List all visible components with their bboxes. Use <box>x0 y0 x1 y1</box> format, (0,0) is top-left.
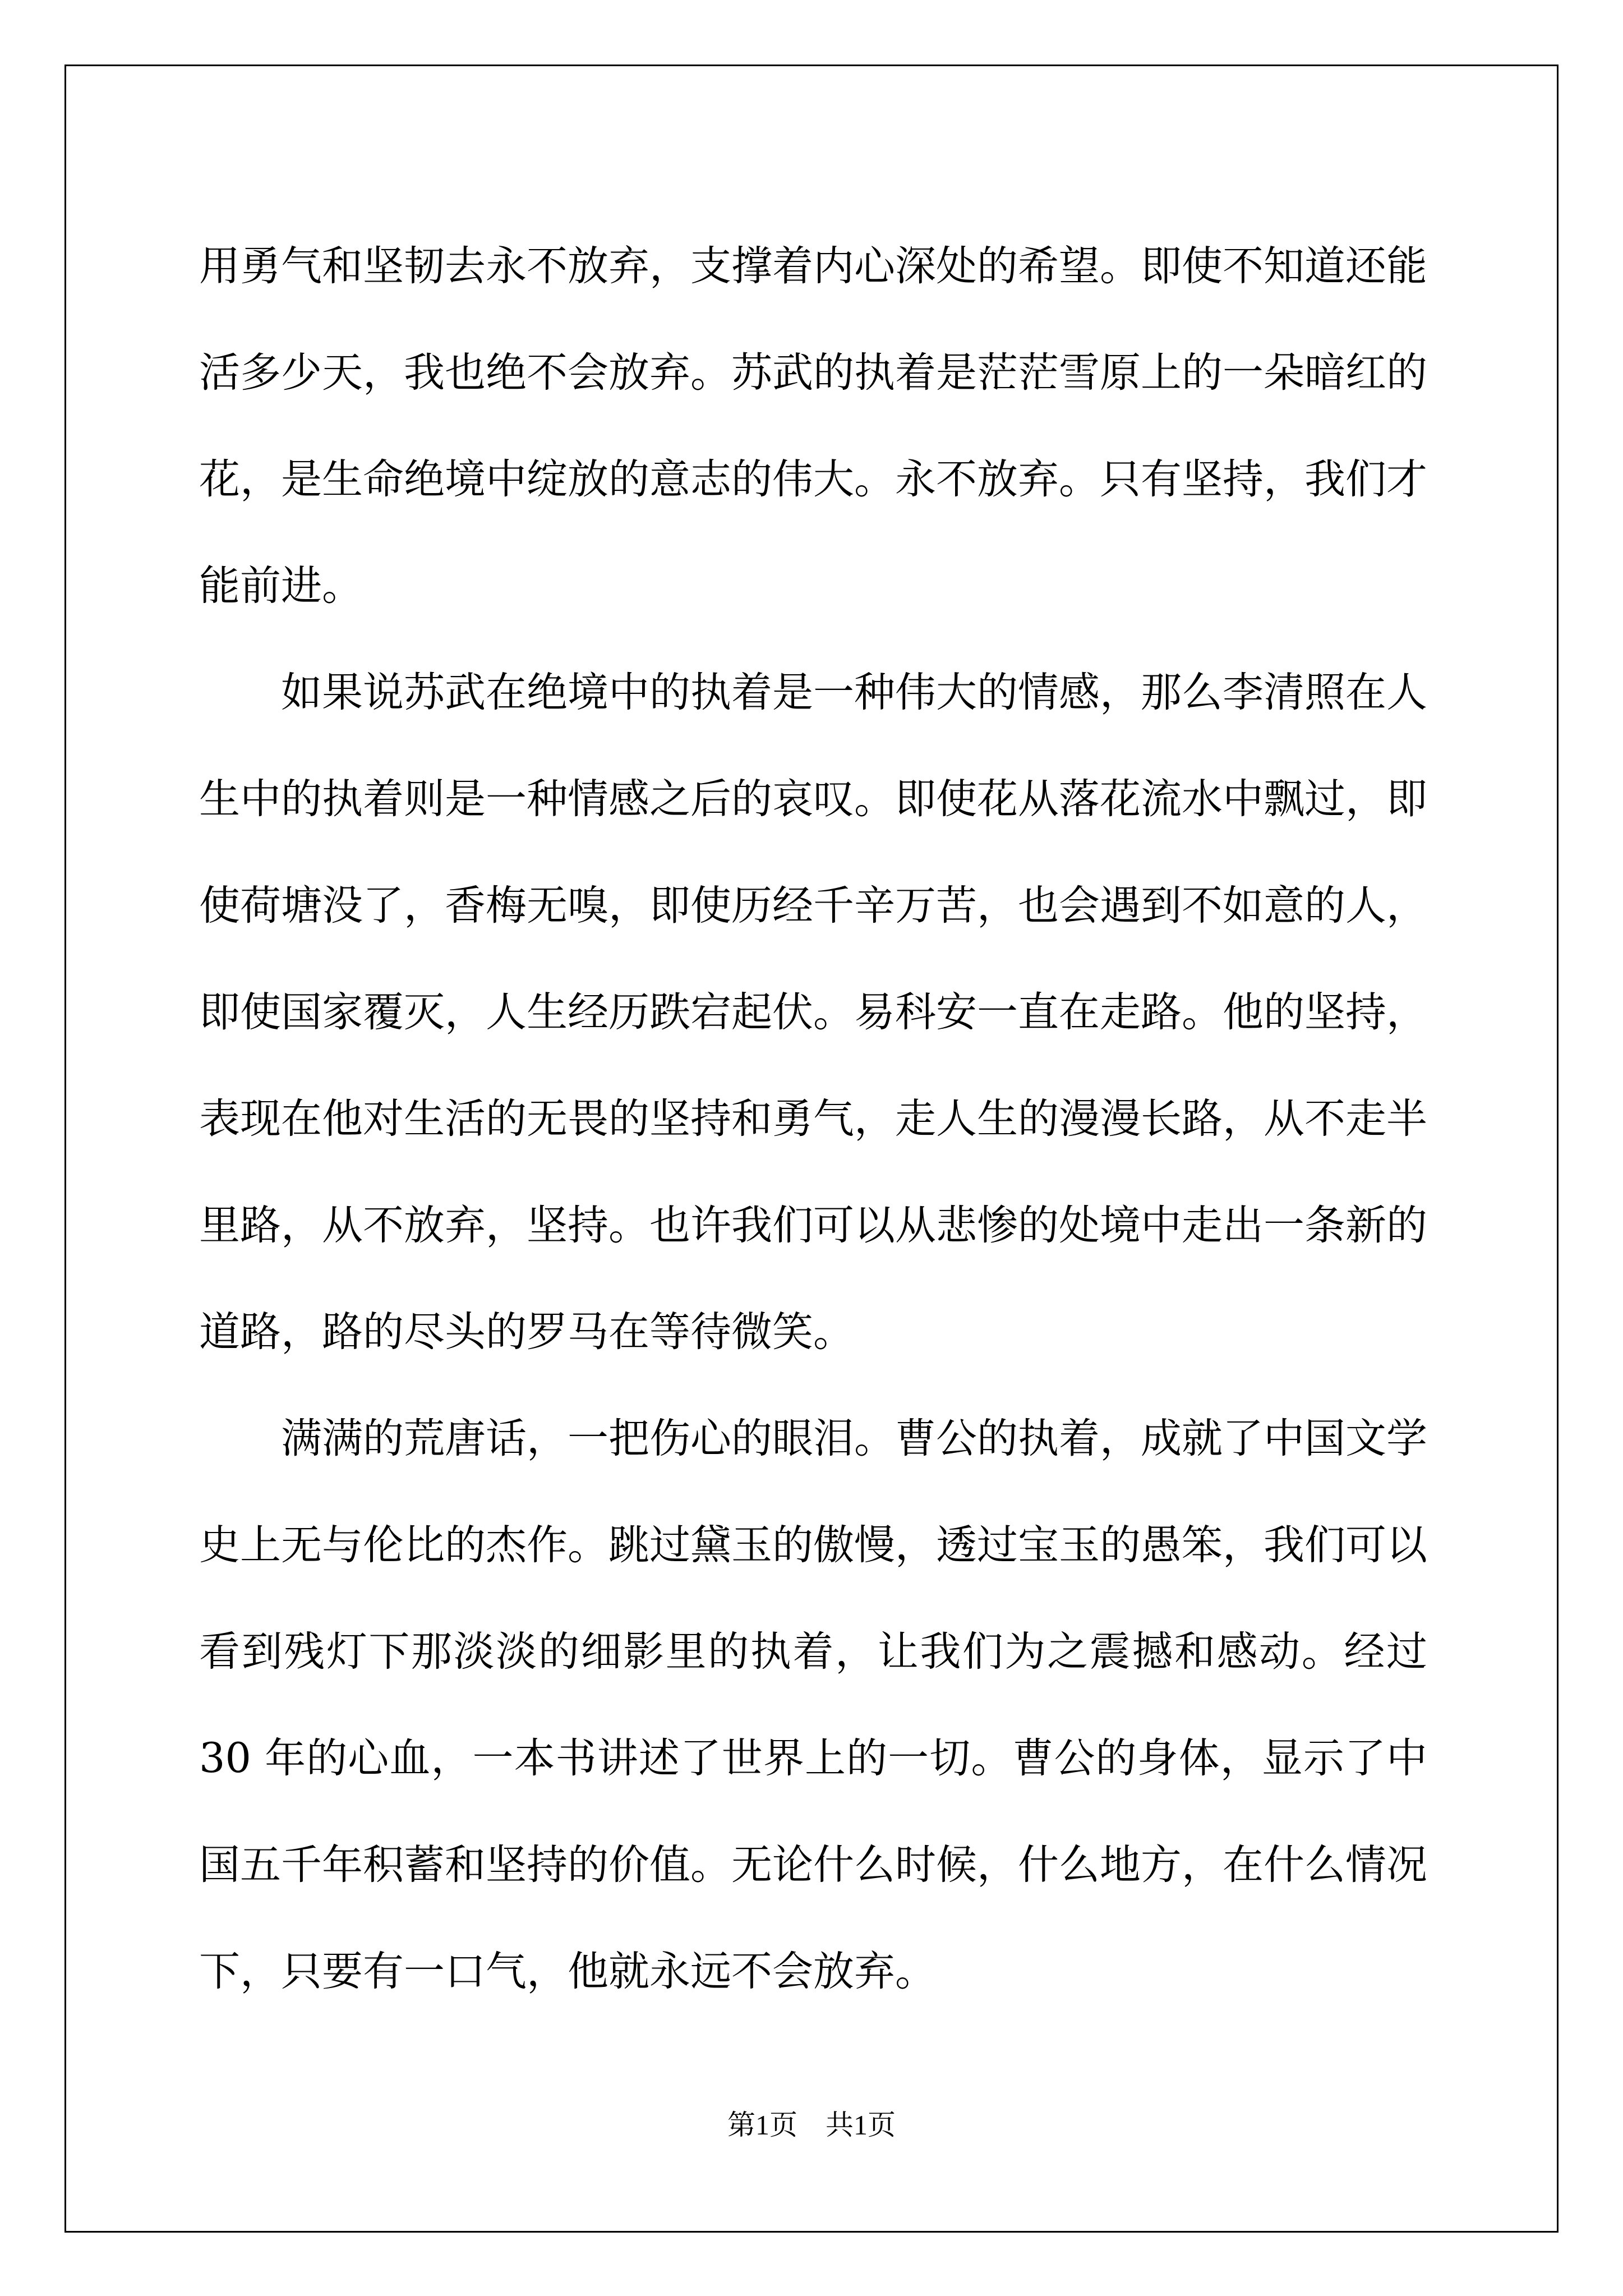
paragraph-3: 满满的荒唐话，一把伤心的眼泪。曹公的执着，成就了中国文学史上无与伦比的杰作。跳过黛玉的傲慢，透过宝玉的愚笨，我们可以看到残灯下那淡淡的细影里的执着，让我们为之震撼和感动。经过 30 年的心血，一本书讲述了世界上的一切。曹公的身体，显示了中国五千年积蓄和坚持的价值。无论什么时候，什么地方，在什么情况下，只要有一口气，他就永远不会放弃。 <box>199 1415 1427 1995</box>
page-number-current: 第1页 <box>727 2109 797 2141</box>
page-footer <box>0 2102 1623 2143</box>
document-body <box>199 213 1427 2025</box>
paragraph-2: 如果说苏武在绝境中的执着是一种伟大的情感，那么李清照在人生中的执着则是一种情感之后的哀叹。即使花从落花流水中飘过，即使荷塘没了，香梅无嗅，即使历经千辛万苦，也会遇到不如意的人，即使国家覆灭，人生经历跌宕起伏。易科安一直在走路。他的坚持，表现在他对生活的无畏的坚持和勇气，走人生的漫漫长路，从不走半里路，从不放弃，坚持。也许我们可以从悲惨的处境中走出一条新的道路，路的尽头的罗马在等待微笑。 <box>199 669 1427 1356</box>
page-number-total: 共1页 <box>826 2109 896 2141</box>
paragraph-1: 用勇气和坚韧去永不放弃，支撑着内心深处的希望。即使不知道还能活多少天，我也绝不会放弃。苏武的执着是茫茫雪原上的一朵暗红的花，是生命绝境中绽放的意志的伟大。永不放弃。只有坚持，我们才能前进。 <box>199 242 1427 610</box>
